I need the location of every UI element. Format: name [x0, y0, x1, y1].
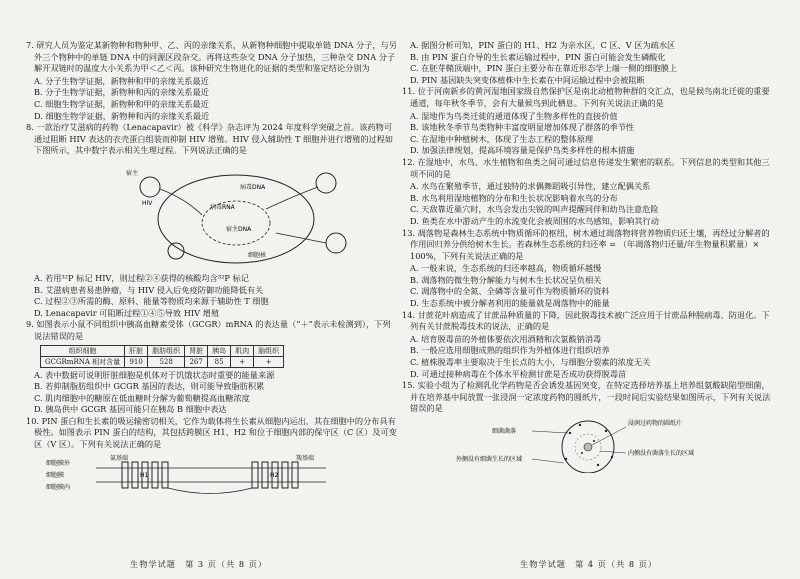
pin-protein-diagram	[26, 453, 398, 495]
hiv-particle-1	[140, 177, 160, 197]
q8-stem: 8. 一款治疗艾滋病的药物（Lenacapavir）被《科学》杂志评为 2024 年度科学突破之首。该药物可通过阻断 HIV 表达的衣壳蛋白组装而抑制 HIV 增殖。HIV 侵入辅助性 T 细胞并进行增殖的过程如下图所示，其中数字表示相关生理过程。下列说法正确的是	[26, 122, 394, 156]
q12-stem: 12. 在湿地中，水鸟、水生植物和鱼类之间可通过信息传递发生繁密的联系。下列信息的类型和其他三项不同的是	[402, 156, 770, 179]
q13-option-c: C. 凋落物中的全氮、全磷等含量可作为物质循环的资料	[410, 286, 610, 297]
label-host-dna: 宿主DNA	[226, 225, 252, 233]
page-3-footer: 生物学试题 第 3 页（共 8 页）	[130, 559, 268, 569]
q13-option-b: B. 凋落物的微生物分解能力与树木生长状况呈负相关	[410, 274, 602, 285]
q8-option-d: D. Lenacapavir 可阻断过程①④⑤导致 HIV 增殖	[34, 307, 220, 318]
q9-stem: 9. 如图表示小鼠不同组织中胰高血糖素受体（GCGR）mRNA 的表达量（“＋”表示未检测到），下列说法错误的是	[26, 319, 391, 341]
table-header: 胰岛	[208, 345, 231, 356]
table-header: 肝脏	[125, 345, 148, 356]
q10-option-a: A. 据图分析可知，PIN 蛋白的 H1、H2 为亲水区，C 区、V 区为疏水区	[410, 40, 676, 50]
label-viral-dna: 病毒DNA	[240, 183, 266, 191]
q7-option-d: D. 细胞生物学证据，新物种和丙的亲缘关系最近	[34, 110, 210, 121]
petri-dish-diagram	[402, 417, 774, 473]
paper-disc	[584, 443, 592, 451]
q7-stem: 7. 研究人员为鉴定某新物种和物种甲、乙、丙的亲缘关系，从新物种细胞中提取单链 DNA 分子，与另外三个物种中的单链 DNA 中的同源区段杂交。再将这些杂交 DNA 分子加热，三种杂交 DNA 分子解开双链时的温度大小关系为甲＜乙＜丙。该种研究生物进化的证据的类型和鉴定结论分别为	[26, 40, 397, 74]
label-colony: 细菌菌落	[492, 428, 517, 435]
q14-option-c: C. 植株脱毒率主要取决于生长点的大小，与细胞分裂素的浓度无关	[410, 357, 651, 368]
table-header: 组织细胞	[41, 345, 125, 356]
table-cell: 267	[185, 356, 208, 367]
label-h2: H2	[270, 471, 279, 479]
label-carboxyl: 羧基端	[296, 454, 315, 462]
table-header: 脂肪组织	[148, 345, 185, 356]
hiv-particle-3	[326, 233, 346, 253]
q14-option-b: B. 一般应选用细胞成熟的组织作为外植体进行组织培养	[410, 345, 610, 356]
table-cell: 910	[125, 356, 148, 367]
q13-option-a: A. 一般来说，生态系统的归还率越高，物质循环越慢	[410, 263, 602, 274]
q11-option-d: D. 加强法律规划，提高环境容量是保护鸟类多样性的根本措施	[410, 145, 635, 156]
table-cell: +	[254, 356, 284, 367]
q12-option-a: A. 水鸟在繁殖季节，通过独特的求偶舞蹈吸引异性，建立配偶关系	[410, 181, 651, 192]
q15-stem: 15. 实验小组为了检测乳化学药物是否会诱发基因突变，在特定选择培养基上培养组氨酸缺陷型细菌，并在培养基中间放置一张浸润一定浓度药物的圆纸片，一段时间后实验结果如图所示，下列有关说法错误的是	[402, 380, 771, 414]
q11-option-a: A. 湿地作为鸟类迁徙的通道体现了生物多样性的直接价值	[410, 110, 618, 121]
label-viral-rna: 病毒RNA	[210, 203, 235, 211]
label-outer: 外侧没有细菌生长的区域	[456, 456, 523, 463]
q10-stem: 10. PIN 蛋白和生长素的吸运输密切相关，它作为载体将生长素从细胞内运出，其在细胞中的分布具有极性。如图表示 PIN 蛋白的结构，其包括跨膜区 H1、H2 和位于细胞内部的保守区（C 区）及可变区（V 区）。下列有关说法正确的是	[26, 415, 397, 450]
q11-option-b: B. 该地秋冬季节鸟类物种丰富度明显增加体现了群落的季节性	[410, 122, 635, 133]
q13-stem: 13. 凋落物是森林生态系统中物质循环的枢纽，树木通过凋落物将营养物质归还土壤，再经过分解者的作用回归养分供给树木生长。若森林生态系统的归还率 = （年凋落物归还量/年生物量积累量）× 100%，下列有关说法正确的是	[402, 227, 770, 261]
q8-option-a: A. 若用³²P 标记 HIV，则过程②④获得的核酸均含³²P 标记	[34, 272, 249, 283]
q13-option-d: D. 生态系统中被分解者利用的能量就是凋落物中的能量	[410, 298, 610, 309]
hiv-replication-diagram	[26, 159, 398, 269]
label-membrane: 细胞膜	[46, 471, 65, 479]
table-row-label: GCGRmRNA 相对含量	[41, 356, 125, 367]
q7-option-c: C. 细胞生物学证据，新物种和甲的亲缘关系最近	[34, 98, 209, 109]
q10-option-c: C. 在胚芽鞘顶端中，PIN 蛋白主要分布在靠近形态学上端一侧的细胞膜上	[410, 63, 678, 74]
page-4-column	[402, 40, 774, 477]
label-disc: 浸润过药物的圆纸片	[628, 420, 683, 427]
hiv-particle-2	[316, 173, 336, 193]
gcgr-table	[40, 345, 284, 368]
q12-option-d: D. 鱼类在水中游动产生的水流变化会被周围的水鸟感知，影响其行动	[410, 215, 659, 226]
q12-option-c: C. 天敌靠近巢穴时，水鸟会发出尖锐的叫声提醒同伴和幼鸟注意危险	[410, 204, 659, 215]
q14-stem: 14. 甘蔗花叶病造成了甘蔗品种质量的下降，因此脱毒技术被广泛应用于甘蔗品种脱病毒、防退化。下列有关甘蔗脱毒技术的说法，正确的是	[402, 309, 770, 332]
label-hiv: HIV	[142, 199, 153, 207]
q9-option-a: A. 表中数据可说明肝脏细胞是机体对于饥饿状态时重要的能量来源	[34, 369, 275, 380]
q9-option-b: B. 若抑制脂肪组织中 GCGR 基因的表达，则可能导致脂肪积累	[34, 381, 265, 392]
q9-option-d: D. 胰岛供中 GCGR 基因可能只在胰岛 B 细胞中表达	[34, 404, 227, 415]
q9-option-c: C. 肌肉细胞中的糖原在低血糖时分解为葡萄糖提高血糖浓度	[34, 392, 250, 403]
q11-option-c: C. 在湿地中种植树木，体现了生态工程的整体原理	[410, 133, 594, 144]
label-outside: 细胞膜外	[46, 459, 71, 467]
q11-stem: 11. 位于河南新乡的黄河湿地国家级自然保护区是南北动植物种群的交汇点，也是候鸟南北迁徙的重要通道，每年秋冬季节，会有大量候鸟到此栖息。下列有关说法正确的是	[402, 86, 770, 108]
table-cell: +	[231, 356, 254, 367]
table-header: 肾脏	[185, 345, 208, 356]
label-inner: 内侧没有菌落生长的区域	[628, 450, 695, 457]
q14-option-d: D. 可通过接种病毒在个体水平检测甘蔗是否成功获得脱毒苗	[410, 368, 627, 379]
table-header: 脑组织	[254, 345, 284, 356]
page-4-footer: 生物学试题 第 4 页（共 8 页）	[520, 559, 658, 569]
label-inside: 细胞膜内	[46, 483, 71, 491]
q12-option-b: B. 水鸟利用湿地植物的分布和生长状况影响着水鸟的分布	[410, 192, 618, 203]
q14-option-a: A. 培育脱毒苗的外植体要依次用酒精和次氯酸钠消毒	[410, 333, 602, 344]
label-amino: 氨基端	[110, 454, 129, 462]
table-cell: 85	[208, 356, 231, 367]
label-host: 宿主	[126, 169, 139, 177]
label-h1: H1	[140, 471, 149, 479]
table-cell: 528	[148, 356, 185, 367]
q8-option-c: C. 过程②③所需的酶、原料、能量等物质均来源于辅助性 T 细胞	[34, 296, 269, 307]
page-3-column	[26, 40, 398, 499]
q8-option-b: B. 艾滋病患者易患肿瘤，与 HIV 侵入后免疫防御功能降低有关	[34, 284, 264, 295]
table-header: 肌肉	[231, 345, 254, 356]
q7-option-b: B. 分子生物学证据，新物种和丙的亲缘关系最近	[34, 87, 209, 98]
label-nucleus: 细胞核	[248, 251, 267, 259]
q7-option-a: A. 分子生物学证据，新物种和甲的亲缘关系最近	[34, 75, 209, 86]
q10-option-d: D. PIN 基因缺失突变体植株中生长素在中间运输过程中会被阻断	[410, 74, 645, 85]
q10-option-b: B. 由 PIN 蛋白介导的生长素运输过程中，PIN 蛋白可能会发生磷酸化	[410, 51, 666, 62]
